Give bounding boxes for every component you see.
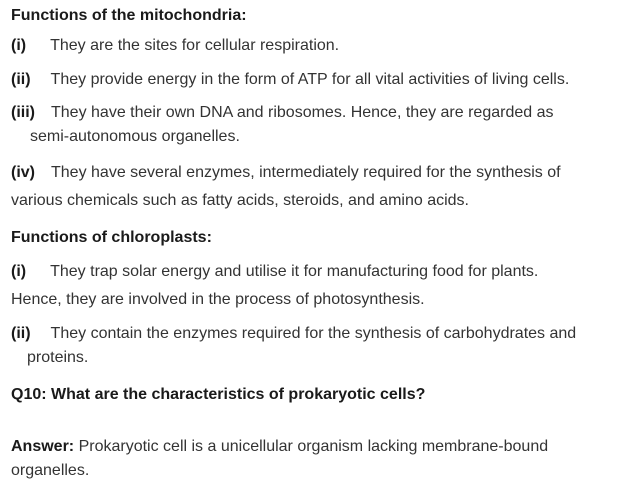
chloro-item-1-cont: Hence, they are involved in the process of photosynthesis.	[11, 291, 425, 308]
chloroplasts-heading: Functions of chloroplasts:	[11, 229, 212, 246]
chloro-item-2	[11, 324, 576, 344]
answer-label: Answer:	[11, 438, 75, 455]
item-text: They trap solar energy and utilise it for manufacturing food for plants.	[50, 263, 539, 280]
item-number: (i)	[11, 37, 27, 54]
answer-line	[11, 437, 548, 457]
item-number: (ii)	[11, 325, 31, 342]
item-text: They have their own DNA and ribosomes. Hence, they are regarded as	[51, 104, 554, 121]
mitochondria-heading: Functions of the mitochondria:	[11, 7, 247, 24]
question-q10: Q10: What are the characteristics of prokaryotic cells?	[11, 386, 426, 403]
item-text: They provide energy in the form of ATP for all vital activities of living cells.	[50, 71, 570, 88]
item-number: (iv)	[11, 164, 35, 181]
mito-item-3-cont: semi-autonomous organelles.	[30, 128, 240, 145]
item-text: They have several enzymes, intermediately required for the synthesis of	[51, 164, 561, 181]
mito-item-4	[11, 163, 561, 183]
mito-item-2	[11, 70, 569, 90]
item-text: They are the sites for cellular respiration.	[50, 37, 340, 54]
item-number: (iii)	[11, 104, 35, 121]
item-text: They contain the enzymes required for the synthesis of carbohydrates and	[50, 325, 577, 342]
chloro-item-1	[11, 262, 538, 282]
answer-text: Prokaryotic cell is a unicellular organism lacking membrane-bound	[74, 438, 549, 455]
mito-item-4-cont: various chemicals such as fatty acids, steroids, and amino acids.	[11, 192, 469, 209]
answer-text-cont: organelles.	[11, 462, 90, 479]
chloro-item-2-cont: proteins.	[27, 349, 89, 366]
item-number: (ii)	[11, 71, 31, 88]
mito-item-1	[11, 36, 339, 56]
item-number: (i)	[11, 263, 27, 280]
mito-item-3	[11, 103, 554, 123]
